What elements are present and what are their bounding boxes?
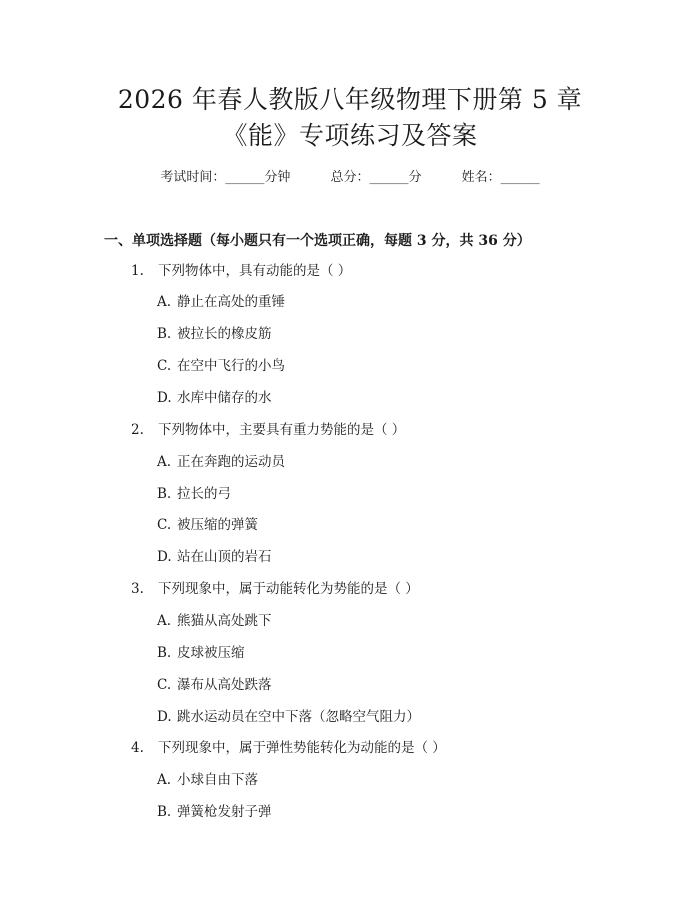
option [157, 452, 285, 472]
option-text: 水库中储存的水 [177, 390, 272, 406]
option [157, 292, 285, 312]
option-text: 被压缩的弹簧 [177, 517, 258, 533]
option-label: B. [157, 326, 172, 342]
option-text: 拉长的弓 [177, 486, 231, 502]
option [157, 802, 272, 822]
name-field: 姓名：______ [461, 170, 540, 185]
option [157, 324, 272, 344]
question-text: 下列物体中，具有动能的是（ ） [158, 263, 352, 279]
option [157, 515, 258, 535]
option-label: A. [157, 294, 172, 310]
exam-time-field: 考试时间：______分钟 [160, 170, 291, 185]
option-label: D. [157, 549, 172, 565]
option-label: A. [157, 613, 172, 629]
option-label: C. [157, 358, 172, 374]
option-text: 弹簧枪发射子弹 [177, 804, 272, 820]
section-heading: 一、单项选择题（每小题只有一个选项正确，每题 3 分，共 36 分） [104, 233, 531, 249]
question-number: 3. [131, 581, 144, 597]
option-text: 被拉长的橡皮筋 [177, 326, 272, 342]
option-label: B. [157, 645, 172, 661]
option-text: 皮球被压缩 [177, 645, 245, 661]
option [157, 388, 272, 408]
question-number: 1. [131, 263, 144, 279]
option-text: 小球自由下落 [177, 772, 258, 788]
option-label: C. [157, 677, 172, 693]
option-label: A. [157, 454, 172, 470]
option [157, 611, 272, 631]
title-line-2: 《能》专项练习及答案 [222, 121, 478, 150]
option-text: 在空中飞行的小鸟 [177, 358, 285, 374]
option-text: 熊猫从高处跳下 [177, 613, 272, 629]
question-text: 下列现象中，属于动能转化为势能的是（ ） [158, 581, 419, 597]
question [131, 420, 405, 440]
option [157, 356, 285, 376]
exam-meta [0, 169, 700, 187]
option-label: D. [157, 390, 172, 406]
question [131, 579, 419, 599]
option [157, 770, 258, 790]
total-score-field: 总分：______分 [330, 170, 422, 185]
option [157, 707, 420, 727]
option-label: C. [157, 517, 172, 533]
option-label: B. [157, 804, 172, 820]
option [157, 484, 231, 504]
question-text: 下列现象中，属于弹性势能转化为动能的是（ ） [158, 740, 446, 756]
option [157, 643, 245, 663]
option-text: 瀑布从高处跌落 [177, 677, 272, 693]
option-label: A. [157, 772, 172, 788]
question-text: 下列物体中，主要具有重力势能的是（ ） [158, 422, 406, 438]
option-text: 跳水运动员在空中下落（忽略空气阻力） [177, 709, 420, 725]
option [157, 547, 272, 567]
question-number: 2. [131, 422, 144, 438]
option-text: 正在奔跑的运动员 [177, 454, 285, 470]
option-text: 静止在高处的重锤 [177, 294, 285, 310]
question [131, 261, 351, 281]
option-label: B. [157, 486, 172, 502]
option [157, 675, 272, 695]
question [131, 738, 446, 758]
title-line-1: 2026 年春人教版八年级物理下册第 5 章 [117, 85, 583, 114]
question-number: 4. [131, 740, 144, 756]
option-label: D. [157, 709, 172, 725]
option-text: 站在山顶的岩石 [177, 549, 272, 565]
